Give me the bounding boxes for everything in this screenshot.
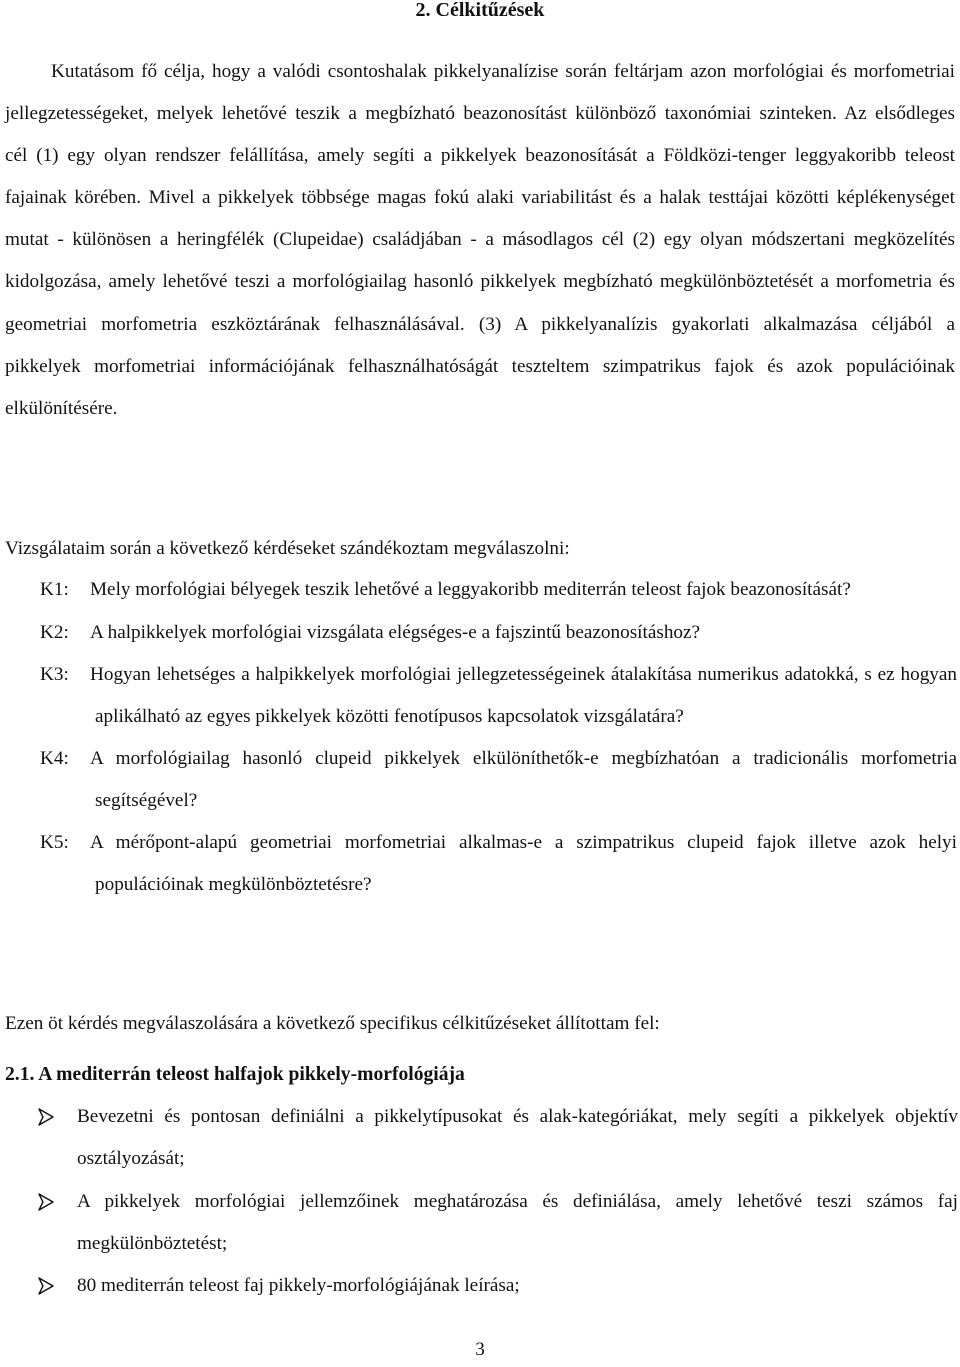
question-item (40, 822, 957, 905)
question-item (40, 654, 957, 737)
arrow-bullet-icon (38, 1108, 54, 1126)
question-text: A halpikkelyek morfológiai vizsgálata elégséges-e a fajszintű beazonosításhoz? (90, 621, 701, 643)
question-id: K1: (40, 579, 69, 600)
summary-paragraph: Ezen öt kérdés megválaszolására a következő specifikus célkitűzéseket állítottam fel: (5, 1013, 660, 1034)
objective-item (38, 1181, 958, 1266)
objective-text: 80 mediterrán teleost faj pikkely-morfológiájának leírása; (77, 1275, 520, 1297)
question-id: K3: (40, 664, 69, 685)
page-number: 3 (475, 1339, 485, 1360)
objective-text: A pikkelyek morfológiai jellemzőinek meghatározása és definiálása, amely lehetővé teszi számos faj megkülönböztetést; (77, 1190, 958, 1254)
section-heading: 2. Célkitűzések (415, 0, 545, 21)
question-text: Hogyan lehetséges a halpikkelyek morfológiai jellegzetességeinek átalakítása numerikus adatokká, s ez hogyan aplikálható az egyes pikkelyek közötti fenotípusos kapcsolatok vizsgálatára? (90, 664, 957, 727)
question-id: K5: (40, 832, 69, 853)
question-text: Mely morfológiai bélyegek teszik lehetővé a leggyakoribb mediterrán teleost fajok beazonosítását? (90, 579, 851, 600)
arrow-bullet-icon (38, 1277, 54, 1295)
objective-item (38, 1265, 958, 1307)
intro-paragraph: Kutatásom fő célja, hogy a valódi csontoshalak pikkelyanalízise során feltárjam azon morfológiai és morfometriai jellegzetességeket, melyek lehetővé teszik a megbízható beazonosítást különböző taxonómiai szinteken. Az elsődleges cél (1) egy olyan rendszer felállítása, amely segíti a pikkelyek beazonosítását a Földközi-tenger leggyakoribb teleost fajainak körében. Mivel a pikkelyek többsége magas fokú alaki variabilitást és a halak testtájai közötti képlékenységet mutat - különösen a heringfélék (Clupeidae) családjában - a másodlagos cél (2) egy olyan módszertani megközelítés kidolgozása, amely lehetővé teszi a morfológiailag hasonló pikkelyek megbízható megkülönböztetését a morfometria és geometriai morfometria eszköztárának felhasználásával. (3) A pikkelyanalízis gyakorlati alkalmazása céljából a pikkelyek morfometriai információjának felhasználhatóságát teszteltem szimpatrikus fajok és azok populációinak elkülönítésére. (5, 61, 955, 419)
questions-intro: Vizsgálataim során a következő kérdéseket szándékoztam megválaszolni: (5, 538, 570, 559)
arrow-bullet-icon (38, 1193, 54, 1211)
question-id: K2: (40, 621, 69, 643)
question-text: A mérőpont-alapú geometriai morfometriai alkalmas-e a szimpatrikus clupeid fajok illetve azok helyi populációinak megkülönböztetésre? (90, 832, 957, 895)
question-item (40, 612, 957, 654)
objective-text: Bevezetni és pontosan definiálni a pikkelytípusokat és alak-kategóriákat, mely segíti a pikkelyek objektív osztályozását; (77, 1106, 958, 1170)
question-text: A morfológiailag hasonló clupeid pikkelyek elkülöníthetők-e megbízhatóan a tradicionális morfometria segítségével? (90, 748, 957, 811)
question-item (40, 569, 957, 611)
research-questions-list (40, 569, 957, 906)
objective-item (38, 1096, 958, 1181)
subsection-heading: 2.1. A mediterrán teleost halfajok pikkely-morfológiája (5, 1064, 465, 1085)
objectives-list (38, 1096, 958, 1307)
question-id: K4: (40, 748, 69, 769)
question-item (40, 738, 957, 821)
